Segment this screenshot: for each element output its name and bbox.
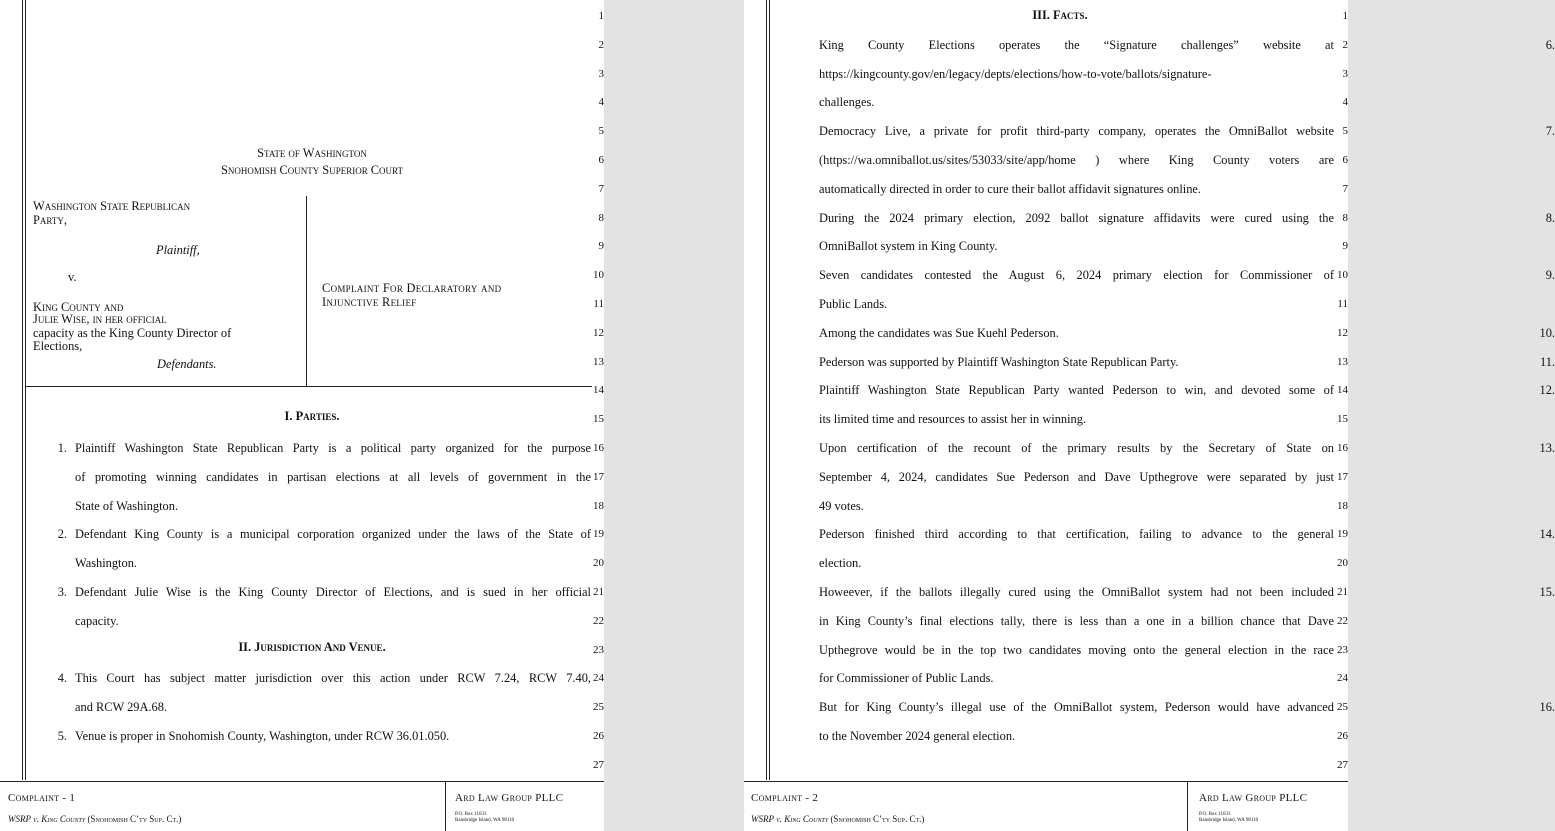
line-number: 9 [1342,240,1348,253]
paragraph-text: of promoting winning candidates in partisan elections at all levels of government in the [75,469,591,484]
line-number: 6 [1342,154,1348,166]
line-number: 23 [1337,643,1348,656]
line-number: 5 [598,125,604,138]
footer-case: WSRP v. King County (Snohomish C’ty Sup. Ct.) [8,814,182,824]
footer-address-line2: Bainbridge Island, WA 98110 [455,818,515,823]
paragraph-number: 13. [1539,441,1555,455]
footer-firm: Ard Law Group PLLC [1199,792,1308,804]
paragraph-number: 12. [1539,383,1555,398]
line-number: 24 [593,672,604,685]
line-number-rule [769,0,770,780]
paragraph-text: Upthegrove would be in the top two candidates moving onto the general election in the race [819,642,1334,657]
line-number: 24 [1337,672,1348,685]
defendant-capacity: capacity as the King County Director of [33,326,232,340]
paragraph-text: But for King County’s illegal use of the OmniBallot system, Pederson would have advanced [819,700,1334,715]
paragraph-text: Plaintiff Washington State Republican Party wanted Pederson to win, and devoted some of [819,383,1334,398]
line-number: 6 [598,154,604,166]
line-number: 8 [598,211,604,224]
paragraph-number: 11. [1539,354,1555,369]
line-number: 21 [593,586,604,598]
paragraph-number: 2. [57,527,67,542]
paragraph-text: Among the candidates was Sue Kuehl Pederson. [819,325,1059,340]
line-number-rule [22,0,23,780]
footer-address-line1: P.O. Box 11633 [455,812,487,817]
line-number: 5 [1342,125,1348,138]
paragraph-text: Upon certification of the recount of the primary results by the Secretary of State on [819,441,1334,455]
footer-firm: Ard Law Group PLLC [455,792,564,804]
footer-divider [445,781,446,831]
line-number: 1 [1342,10,1348,22]
paragraph-text: During the 2024 primary election, 2092 ballot signature affidavits were cured using the [819,210,1334,225]
paragraph-number: 10. [1539,325,1555,340]
line-number: 9 [598,240,604,253]
paragraph-text: and RCW 29A.68. [75,700,168,715]
line-number: 22 [593,614,604,627]
footer-title: Complaint - 2 [751,792,819,804]
paragraph-text: its limited time and resources to assist her in winning. [819,412,1087,427]
paragraph-number: 14. [1539,527,1555,542]
line-number: 10 [1337,269,1348,282]
line-number: 3 [598,67,604,80]
plaintiff-name-cont: Party, [33,213,67,227]
footer-rule [744,781,1348,782]
line-number: 2 [598,38,604,51]
line-number: 19 [593,528,604,541]
defendant-name-cont: Julie Wise, in her official [33,312,167,326]
paragraph-text: to the November 2024 general election. [819,729,1016,743]
line-number: 27 [1337,758,1348,771]
paragraph-text: Plaintiff Washington State Republican Party is a political party organized for the purpose [75,441,591,455]
line-number: 4 [1342,96,1348,109]
section-heading-facts: III. Facts. [1032,8,1088,22]
line-number: 21 [1337,586,1348,598]
line-number: 22 [1337,614,1348,627]
paragraph-text: https://kingcounty.gov/en/legacy/depts/elections/how-to-vote/ballots/signature- [819,66,1212,81]
line-number: 13 [1337,355,1348,368]
line-number: 11 [593,298,604,310]
line-number: 16 [1337,442,1348,454]
paragraph-text: Seven candidates contested the August 6, 2024 primary election for Commissioner of [819,268,1334,283]
line-number-rule [25,0,26,780]
court-name-line1: State of Washington [257,146,367,160]
line-number: 18 [1337,499,1348,512]
paragraph-text: for Commissioner of Public Lands. [819,671,994,686]
line-number: 14 [1337,384,1348,397]
line-number: 3 [1342,67,1348,80]
line-number: 2 [1342,38,1348,51]
paragraph-text: King County Elections operates the “Signature challenges” website at [819,37,1334,52]
paragraph-number: 4. [57,671,67,686]
footer-case: WSRP v. King County (Snohomish C’ty Sup. Ct.) [751,814,925,824]
paragraph-number: 7. [1545,124,1555,139]
line-number: 12 [593,326,604,339]
paragraph-text: capacity. [75,613,119,628]
line-number: 25 [593,701,604,714]
paragraph-text: Washington. [75,556,137,571]
paragraph-text: Pederson was supported by Plaintiff Washington State Republican Party. [819,354,1179,369]
line-number: 26 [593,730,604,742]
paragraph-number: 6. [1545,37,1555,52]
paragraph-text: OmniBallot system in King County. [819,239,998,254]
paragraph-text: challenges. [819,95,875,110]
paragraph-number: 16. [1539,700,1555,715]
paragraph-number: 9. [1545,268,1555,283]
line-number: 12 [1337,326,1348,339]
paragraph-text: Defendant King County is a municipal corporation organized under the laws of the State of [75,527,591,542]
line-number: 15 [593,413,604,426]
footer-rule [0,781,604,782]
line-number: 20 [1337,557,1348,570]
line-number: 19 [1337,528,1348,541]
paragraph-text: This Court has subject matter jurisdiction over this action under RCW 7.24, RCW 7.40, [75,671,591,686]
line-number: 14 [593,384,604,397]
caption-divider [306,196,307,386]
line-number: 16 [593,442,604,454]
complaint-page-1 [0,0,604,831]
line-number: 27 [593,758,604,771]
caption-rule [26,386,592,387]
paragraph-text: in King County’s final elections tally, there is less than a one in a billion chance that Dave [819,613,1334,628]
document-title: Complaint For Declaratory and [322,281,502,295]
paragraph-text: Democracy Live, a private for profit third-party company, operates the OmniBallot website [819,124,1334,139]
section-heading-jurisdiction: II. Jurisdiction And Venue. [238,640,386,654]
document-title-cont: Injunctive Relief [322,295,417,309]
line-number: 20 [593,557,604,570]
complaint-page-2 [744,0,1555,831]
line-number: 1 [598,10,604,22]
footer-divider [1187,781,1188,831]
paragraph-number: 3. [57,585,67,599]
paragraph-number: 5. [57,729,67,743]
paragraph-text: Howeever, if the ballots illegally cured using the OmniBallot system had not been included [819,585,1334,599]
paragraph-text: Pederson finished third according to that certification, failing to advance to the general [819,527,1334,542]
line-number: 15 [1337,413,1348,426]
court-name-line2: Snohomish County Superior Court [220,163,404,177]
paragraph-text: (https://wa.omniballot.us/sites/53033/site/app/home ) where King County voters are [819,153,1334,167]
line-number: 13 [593,355,604,368]
footer-title: Complaint - 1 [8,792,76,804]
line-number: 4 [598,96,604,109]
versus: v. [68,270,77,284]
line-number: 17 [593,470,604,483]
paragraph-text: automatically directed in order to cure their ballot affidavit signatures online. [819,181,1202,196]
paragraph-text: Defendant Julie Wise is the King County Director of Elections, and is sued in her official [75,585,591,599]
plaintiff-role: Plaintiff, [156,243,200,257]
defendant-name: King County and [33,300,124,314]
line-number: 10 [593,269,604,282]
paragraph-text: Venue is proper in Snohomish County, Washington, under RCW 36.01.050. [75,729,450,743]
defendant-capacity-cont: Elections, [33,339,83,353]
paragraph-text: election. [819,556,862,571]
plaintiff-name: Washington State Republican [33,199,191,213]
paragraph-number: 8. [1545,210,1555,225]
line-number: 18 [593,499,604,512]
paragraph-number: 15. [1539,585,1555,599]
section-heading-parties: I. Parties. [284,409,340,423]
line-number: 7 [1342,182,1348,195]
paragraph-text: Public Lands. [819,297,888,311]
paragraph-number: 1. [57,441,67,455]
line-number: 25 [1337,701,1348,714]
line-number: 11 [1337,298,1348,310]
line-number: 23 [593,643,604,656]
line-number-rule [766,0,767,780]
defendant-role: Defendants. [157,357,217,371]
footer-address-line2: Bainbridge Island, WA 98110 [1199,818,1259,823]
line-number: 7 [598,182,604,195]
line-number: 8 [1342,211,1348,224]
paragraph-text: State of Washington. [75,498,179,513]
paragraph-text: 49 votes. [819,498,864,513]
line-number: 26 [1337,730,1348,742]
footer-address-line1: P.O. Box 11633 [1199,812,1231,817]
paragraph-text: September 4, 2024, candidates Sue Pederson and Dave Upthegrove were separated by just [819,469,1334,484]
line-number: 17 [1337,470,1348,483]
